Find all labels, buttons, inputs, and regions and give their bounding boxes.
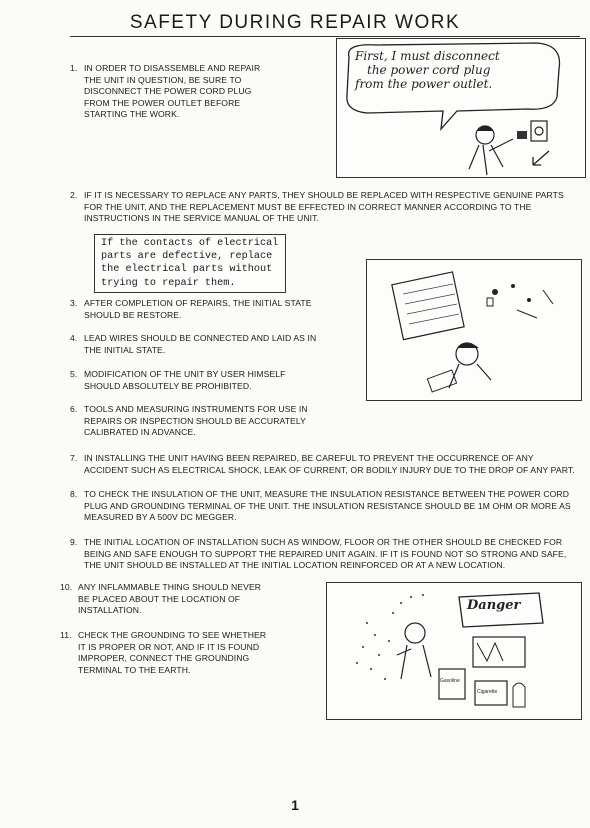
danger-sign-text: Danger	[467, 598, 521, 613]
item-number: 6.	[70, 404, 78, 414]
item-text: CHECK THE GROUNDING TO SEE WHETHER IT IS PROPER OR NOT, AND IF IT IS FOUND IMPROPER, CONNECT THE GROUNDING TERMINAL TO THE EARTH.	[78, 630, 267, 675]
list-item-10	[60, 582, 270, 617]
item-text: TOOLS AND MEASURING INSTRUMENTS FOR USE IN REPAIRS OR INSPECTION SHOULD BE ACCURATELY CALIBRATED IN ADVANCE.	[84, 404, 308, 438]
item-number: 9.	[70, 537, 78, 547]
title-underline	[70, 36, 580, 37]
note-box	[94, 234, 286, 293]
manual-drawing	[367, 260, 581, 400]
item-text: IF IT IS NECESSARY TO REPLACE ANY PARTS, THEY SHOULD BE REPLACED WITH RESPECTIVE GENUINE PARTS FOR THE UNIT, AND THE REPLACEMENT MUST BE EFFECTED IN CORRECT MANNER ACCORDING TO THE INSTRUCTIONS IN THE SERVICE MANUAL OF THE UNIT.	[84, 190, 564, 224]
list-item-3	[70, 298, 322, 321]
speech-line-2: the power cord plug	[367, 63, 491, 77]
note-line-2: parts are defective, replace	[101, 251, 273, 263]
item-text: MODIFICATION OF THE UNIT BY USER HIMSELF SHOULD ABSOLUTELY BE PROHIBITED.	[84, 369, 286, 391]
list-item-9	[70, 537, 580, 572]
item-number: 1.	[70, 63, 78, 73]
note-line-4: trying to repair them.	[101, 277, 236, 289]
item-text: LEAD WIRES SHOULD BE CONNECTED AND LAID AS IN THE INITIAL STATE.	[84, 333, 317, 355]
list-item-8	[70, 489, 580, 524]
item-number: 10.	[60, 582, 73, 592]
item-number: 5.	[70, 369, 78, 379]
item-number: 4.	[70, 333, 78, 343]
list-item-1	[70, 63, 276, 121]
list-item-4	[70, 333, 322, 356]
page-title: SAFETY DURING REPAIR WORK	[129, 12, 461, 33]
danger-drawing	[327, 583, 581, 719]
item-text: IN INSTALLING THE UNIT HAVING BEEN REPAIRED, BE CAREFUL TO PREVENT THE OCCURRENCE OF ANY ACCIDENT SUCH AS ELECTRICAL SHOCK, LEAK OF CURRENT, OR BODILY INJURY DUE TO THE DROP OF ANY PART.	[84, 453, 575, 475]
item-text: TO CHECK THE INSULATION OF THE UNIT, MEASURE THE INSULATION RESISTANCE BETWEEN THE POWER CORD PLUG AND GROUNDING TERMINAL OF THE UNIT. THE INSULATION RESISTANCE SHOULD BE 1M OHM OR MORE AS MEASURED BY A 500V DC MEGGER.	[84, 489, 571, 523]
item-number: 3.	[70, 298, 78, 308]
list-item-2	[70, 190, 580, 225]
speech-bubble-text	[355, 49, 555, 91]
cigarette-can-label: Cigarette	[477, 689, 498, 695]
list-item-11	[60, 630, 270, 676]
item-number: 2.	[70, 190, 78, 200]
item-number: 7.	[70, 453, 78, 463]
item-text: IN ORDER TO DISASSEMBLE AND REPAIR THE UNIT IN QUESTION, BE SURE TO DISCONNECT THE POWER CORD PLUG FROM THE POWER OUTLET BEFORE STARTING THE WORK.	[84, 63, 261, 120]
item-text: ANY INFLAMMABLE THING SHOULD NEVER BE PLACED ABOUT THE LOCATION OF INSTALLATION.	[78, 582, 262, 616]
page-number: 1	[291, 797, 299, 813]
gasoline-can-label: Gasoline	[440, 678, 460, 684]
illustration-manual	[366, 259, 582, 401]
speech-line-3: from the power outlet.	[355, 77, 493, 91]
item-text: THE INITIAL LOCATION OF INSTALLATION SUCH AS WINDOW, FLOOR OR THE OTHER SHOULD BE CHECKED FOR BEING AND SAFE ENOUGH TO SUPPORT THE REPAIRED UNIT AGAIN. IF IT IS FOUND NOT SO STRONG AND SAFE, THE UNIT SHOULD BE INSTALLED AT THE INITIAL LOCATION REINFORCED OR AT A NEW LOCATION.	[84, 537, 567, 571]
note-line-1: If the contacts of electrical	[101, 238, 279, 249]
illustration-danger	[326, 582, 582, 720]
list-item-6	[70, 404, 322, 439]
list-item-7	[70, 453, 580, 476]
item-text: AFTER COMPLETION OF REPAIRS, THE INITIAL STATE SHOULD BE RESTORE.	[84, 298, 312, 320]
note-line-3: the electrical parts without	[101, 264, 273, 276]
illustration-unplug	[336, 38, 586, 178]
item-number: 8.	[70, 489, 78, 499]
speech-line-1: First, I must disconnect	[355, 49, 500, 63]
item-number: 11.	[60, 630, 72, 640]
list-item-5	[70, 369, 322, 392]
